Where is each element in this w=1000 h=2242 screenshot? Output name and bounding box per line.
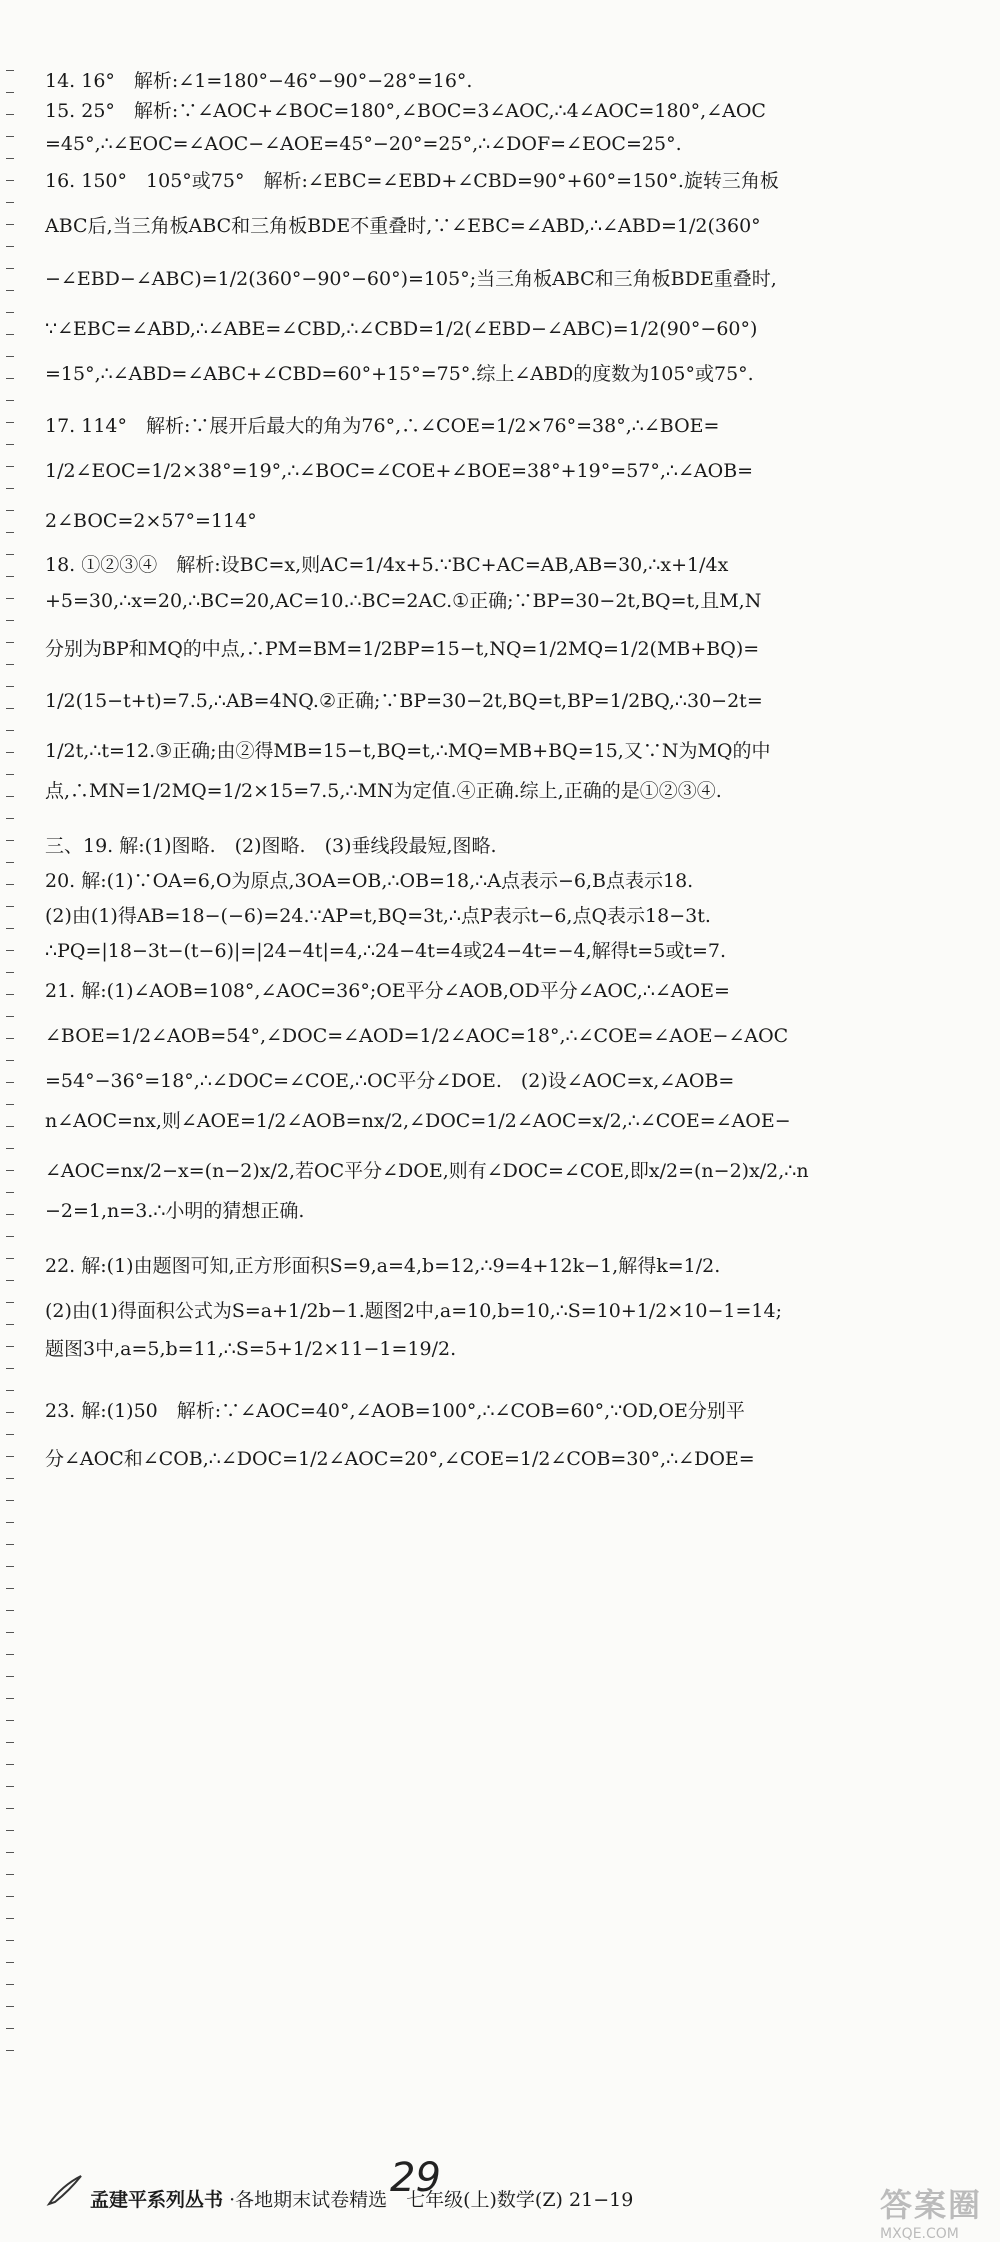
margin-tick [6,224,14,225]
answer-line: 18. ①②③④ 解析:设BC=x,则AC=1/4x+5.∵BC+AC=AB,AB=30,∴x+1/4x [45,554,729,576]
margin-tick [6,1852,14,1853]
margin-tick [6,1522,14,1523]
margin-tick [6,312,14,313]
margin-tick [6,1434,14,1435]
margin-tick [6,400,14,401]
answer-line: 1/2(15−t+t)=7.5,∴AB=4NQ.②正确;∵BP=30−2t,BQ=t,BP=1/2BQ,∴30−2t= [45,690,763,712]
margin-tick [6,1984,14,1985]
margin-tick [6,1720,14,1721]
margin-tick [6,1082,14,1083]
answer-line: 2∠BOC=2×57°=114° [45,510,257,532]
margin-tick [6,1962,14,1963]
margin-tick [6,1808,14,1809]
answer-line: +5=30,∴x=20,∴BC=20,AC=10.∴BC=2AC.①正确;∵BP=30−2t,BQ=t,且M,N [45,590,762,612]
footer-page-number: 21−19 [569,2189,634,2211]
answer-line: 15. 25° 解析:∵∠AOC+∠BOC=180°,∠BOC=3∠AOC,∴4∠AOC=180°,∠AOC [45,100,766,122]
margin-tick [6,884,14,885]
margin-tick [6,1192,14,1193]
watermark-logo-icon: 答案圈 MXQE.COM [880,2186,983,2242]
footer-series: 孟建平系列丛书 [90,2189,224,2211]
margin-tick [6,1588,14,1589]
margin-tick [6,1214,14,1215]
margin-tick [6,1016,14,1017]
answer-line: −2=1,n=3.∴小明的猜想正确. [45,1200,305,1222]
margin-tick [6,1940,14,1941]
margin-tick [6,818,14,819]
margin-tick [6,1368,14,1369]
margin-tick [6,1280,14,1281]
margin-tick [6,1236,14,1237]
binding-margin [0,70,18,2070]
margin-tick [6,862,14,863]
margin-tick [6,1258,14,1259]
answer-line: 分别为BP和MQ的中点,∴PM=BM=1/2BP=15−t,NQ=1/2MQ=1/2(MB+BQ)= [45,638,760,660]
margin-tick [6,334,14,335]
margin-tick [6,1566,14,1567]
answer-line: =15°,∴∠ABD=∠ABC+∠CBD=60°+15°=75°.综上∠ABD的度数为105°或75°. [45,363,754,385]
margin-tick [6,1302,14,1303]
margin-tick [6,840,14,841]
margin-tick [6,290,14,291]
margin-tick [6,158,14,159]
margin-tick [6,1412,14,1413]
margin-tick [6,1544,14,1545]
answer-line: 1/2∠EOC=1/2×38°=19°,∴∠BOC=∠COE+∠BOE=38°+19°=57°,∴∠AOB= [45,460,754,482]
margin-tick [6,1324,14,1325]
margin-tick [6,510,14,511]
answer-line: =54°−36°=18°,∴∠DOC=∠COE,∴OC平分∠DOE. (2)设∠AOC=x,∠AOB= [45,1070,735,1092]
answer-line: 23. 解:(1)50 解析:∵∠AOC=40°,∠AOB=100°,∴∠COB=60°,∵OD,OE分别平 [45,1400,745,1422]
margin-tick [6,620,14,621]
margin-tick [6,1610,14,1611]
margin-tick [6,1654,14,1655]
answer-line: 17. 114° 解析:∵展开后最大的角为76°,∴∠COE=1/2×76°=38°,∴∠BOE= [45,415,720,437]
answer-line: 题图3中,a=5,b=11,∴S=5+1/2×11−1=19/2. [45,1338,457,1360]
margin-tick [6,664,14,665]
margin-tick [6,1170,14,1171]
margin-tick [6,1896,14,1897]
margin-tick [6,268,14,269]
answer-line: 点,∴MN=1/2MQ=1/2×15=7.5,∴MN为定值.④正确.综上,正确的是①②③④. [45,780,722,802]
answer-line: ∠BOE=1/2∠AOB=54°,∠DOC=∠AOD=1/2∠AOC=18°,∴∠COE=∠AOE−∠AOC [45,1025,789,1047]
margin-tick [6,378,14,379]
answer-line: 20. 解:(1)∵OA=6,O为原点,3OA=OB,∴OB=18,∴A点表示−6,B点表示18. [45,870,694,892]
margin-tick [6,70,14,71]
margin-tick [6,1918,14,1919]
margin-tick [6,598,14,599]
margin-tick [6,2006,14,2007]
margin-tick [6,114,14,115]
margin-tick [6,422,14,423]
answer-line: 21. 解:(1)∠AOB=108°,∠AOC=36°;OE平分∠AOB,OD平分∠AOC,∴∠AOE= [45,980,730,1002]
margin-tick [6,994,14,995]
margin-tick [6,2050,14,2051]
margin-tick [6,950,14,951]
margin-tick [6,1742,14,1743]
margin-tick [6,444,14,445]
margin-tick [6,972,14,973]
margin-tick [6,246,14,247]
answer-line: 1/2t,∴t=12.③正确;由②得MB=15−t,BQ=t,∴MQ=MB+BQ=15,又∵N为MQ的中 [45,740,771,762]
margin-tick [6,1786,14,1787]
margin-tick [6,730,14,731]
margin-tick [6,1038,14,1039]
page-footer [90,2185,970,2212]
quill-logo-icon [45,2170,85,2210]
answer-line: (2)由(1)得AB=18−(−6)=24.∵AP=t,BQ=3t,∴点P表示t−6,点Q表示18−3t. [45,905,711,927]
answer-line: (2)由(1)得面积公式为S=a+1/2b−1.题图2中,a=10,b=10,∴S=10+1/2×10−1=14; [45,1300,782,1322]
margin-tick [6,356,14,357]
margin-tick [6,1390,14,1391]
margin-tick [6,1346,14,1347]
margin-tick [6,1632,14,1633]
margin-tick [6,1478,14,1479]
margin-tick [6,1830,14,1831]
margin-tick [6,752,14,753]
answer-line: n∠AOC=nx,则∠AOE=1/2∠AOB=nx/2,∠DOC=1/2∠AOC=x/2,∴∠COE=∠AOE− [45,1110,791,1132]
margin-tick [6,576,14,577]
margin-tick [6,488,14,489]
margin-tick [6,532,14,533]
margin-tick [6,2028,14,2029]
answer-line: ∴PQ=|18−3t−(t−6)|=|24−4t|=4,∴24−4t=4或24−4t=−4,解得t=5或t=7. [45,940,727,962]
margin-tick [6,1104,14,1105]
handwritten-page-number: 29 [390,2155,441,2201]
margin-tick [6,686,14,687]
margin-tick [6,1456,14,1457]
answer-line: −∠EBD−∠ABC)=1/2(360°−90°−60°)=105°;当三角板ABC和三角板BDE重叠时, [45,268,777,290]
margin-tick [6,202,14,203]
margin-tick [6,1874,14,1875]
margin-tick [6,554,14,555]
margin-tick [6,774,14,775]
margin-tick [6,1126,14,1127]
answer-line: ∠AOC=nx/2−x=(n−2)x/2,若OC平分∠DOE,则有∠DOC=∠COE,即x/2=(n−2)x/2,∴n [45,1160,809,1182]
answer-line: =45°,∴∠EOC=∠AOC−∠AOE=45°−20°=25°,∴∠DOF=∠EOC=25°. [45,133,682,155]
margin-tick [6,796,14,797]
margin-tick [6,136,14,137]
margin-tick [6,1698,14,1699]
answer-line: 14. 16° 解析:∠1=180°−46°−90°−28°=16°. [45,70,473,92]
margin-tick [6,1764,14,1765]
margin-tick [6,1060,14,1061]
margin-tick [6,906,14,907]
margin-tick [6,466,14,467]
footer-title: ·各地期末试卷精选 七年级(上)数学(Z) [229,2189,563,2211]
margin-tick [6,642,14,643]
margin-tick [6,928,14,929]
answer-line: 三、19. 解:(1)图略. (2)图略. (3)垂线段最短,图略. [45,835,497,857]
margin-tick [6,1148,14,1149]
answer-line: ABC后,当三角板ABC和三角板BDE不重叠时,∵∠EBC=∠ABD,∴∠ABD=1/2(360° [45,215,761,237]
answer-line: ∵∠EBC=∠ABD,∴∠ABE=∠CBD,∴∠CBD=1/2(∠EBD−∠ABC)=1/2(90°−60°) [45,318,758,340]
answer-line: 22. 解:(1)由题图可知,正方形面积S=9,a=4,b=12,∴9=4+12k−1,解得k=1/2. [45,1255,721,1277]
margin-tick [6,1676,14,1677]
answer-line: 分∠AOC和∠COB,∴∠DOC=1/2∠AOC=20°,∠COE=1/2∠COB=30°,∴∠DOE= [45,1448,755,1470]
margin-tick [6,92,14,93]
margin-tick [6,180,14,181]
margin-tick [6,1500,14,1501]
margin-tick [6,708,14,709]
answer-line: 16. 150° 105°或75° 解析:∠EBC=∠EBD+∠CBD=90°+60°=150°.旋转三角板 [45,170,779,192]
